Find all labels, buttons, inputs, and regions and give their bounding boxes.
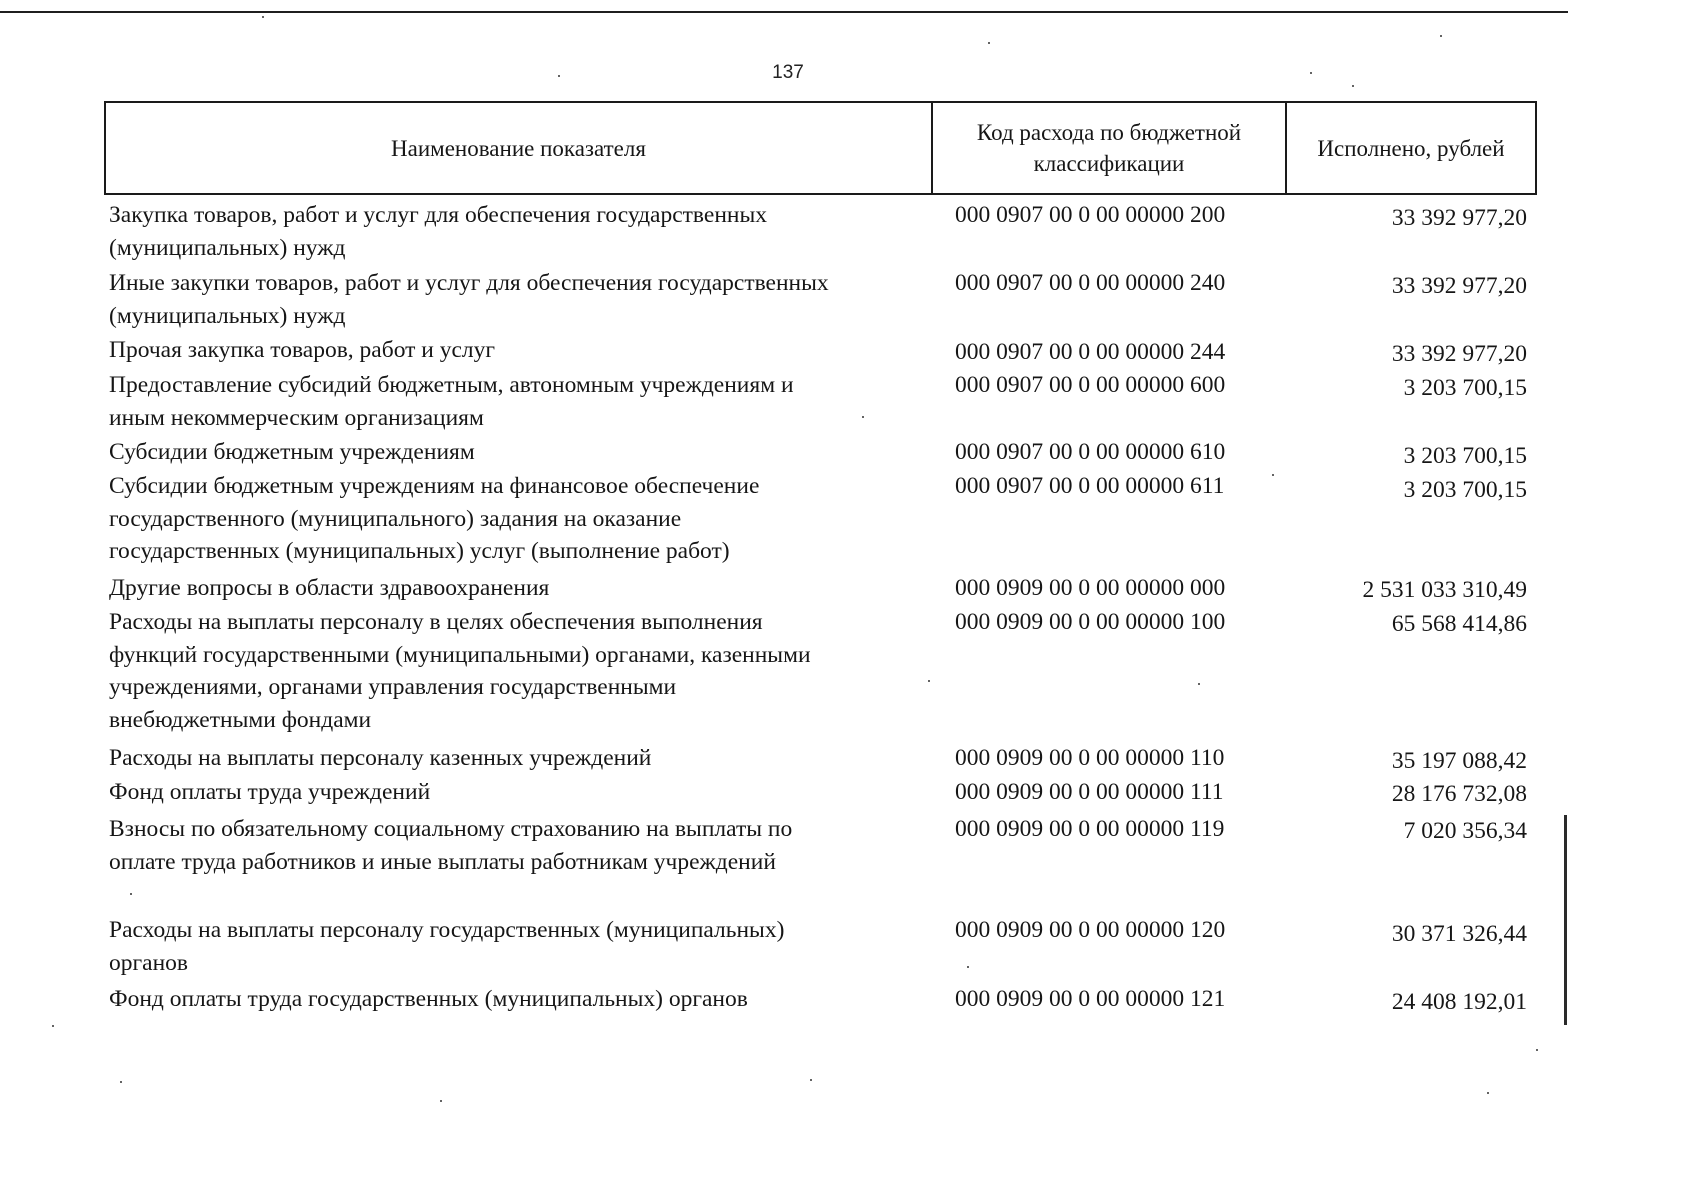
table-header <box>104 101 1537 195</box>
row-code: 000 0909 00 0 00 00000 119 <box>955 816 1225 842</box>
row-name: Расходы на выплаты персоналу государственных (муниципальных) органов <box>109 917 785 976</box>
row-code: 000 0907 00 0 00 00000 200 <box>955 202 1226 228</box>
scan-speck <box>967 966 969 968</box>
scan-speck <box>988 42 990 44</box>
row-amount: 30 371 326,44 <box>1391 921 1527 947</box>
scan-speck <box>1487 1092 1489 1094</box>
scan-speck <box>440 1100 442 1102</box>
row-amount: 7 020 356,34 <box>1403 818 1527 844</box>
row-amount: 28 176 732,08 <box>1391 781 1527 807</box>
row-code: 000 0909 00 0 00 00000 121 <box>955 986 1226 1012</box>
row-name: Фонд оплаты труда учреждений <box>109 779 431 805</box>
scan-speck <box>130 893 132 895</box>
row-name: Фонд оплаты труда государственных (муниципальных) органов <box>109 986 748 1012</box>
row-amount: 3 203 700,15 <box>1403 443 1527 469</box>
row-amount: 24 408 192,01 <box>1391 989 1527 1015</box>
row-code: 000 0907 00 0 00 00000 240 <box>955 270 1226 296</box>
scan-border-top <box>0 11 1568 13</box>
row-name: Закупка товаров, работ и услуг для обеспечения государственных (муниципальных) нужд <box>109 202 768 261</box>
row-amount: 33 392 977,20 <box>1391 341 1527 367</box>
row-name: Прочая закупка товаров, работ и услуг <box>109 337 496 363</box>
scan-speck <box>1198 683 1200 685</box>
header-name: Наименование показателя <box>105 102 932 194</box>
row-amount: 33 392 977,20 <box>1391 205 1527 231</box>
scan-speck <box>120 1081 122 1083</box>
row-amount: 65 568 414,86 <box>1391 611 1527 637</box>
row-name: Субсидии бюджетным учреждениям на финансовое обеспечение государственного (муниципального) задания на оказание государственных (муниципальных) услуг (выполнение работ) <box>109 473 760 564</box>
row-amount: 35 197 088,42 <box>1391 748 1527 774</box>
row-code: 000 0907 00 0 00 00000 244 <box>955 339 1226 365</box>
row-name: Другие вопросы в области здравоохранения <box>109 575 550 601</box>
header-amount: Исполнено, рублей <box>1286 102 1536 194</box>
scan-border-right <box>1564 815 1567 1025</box>
scan-speck <box>810 1079 812 1081</box>
row-code: 000 0909 00 0 00 00000 100 <box>955 609 1226 635</box>
scan-speck <box>1310 72 1312 74</box>
row-code: 000 0909 00 0 00 00000 000 <box>955 575 1226 601</box>
scan-speck <box>1440 35 1442 37</box>
row-code: 000 0907 00 0 00 00000 611 <box>955 473 1225 499</box>
row-amount: 3 203 700,15 <box>1403 375 1527 401</box>
row-name: Взносы по обязательному социальному страхованию на выплаты по оплате труда работников и иные выплаты работникам учреждений <box>109 816 793 875</box>
scan-speck <box>928 680 930 682</box>
row-amount: 3 203 700,15 <box>1403 477 1527 503</box>
scan-speck <box>1352 85 1354 87</box>
row-amount: 33 392 977,20 <box>1391 273 1527 299</box>
row-code: 000 0909 00 0 00 00000 110 <box>955 745 1225 771</box>
scan-speck <box>558 75 560 77</box>
row-name: Расходы на выплаты персоналу в целях обеспечения выполнения функций государственными (муниципальными) органами, казенными учреждениями, органами управления государственными внебюджетными фондами <box>109 609 811 733</box>
header-code: Код расхода по бюджетной классификации <box>932 102 1286 194</box>
scan-speck <box>262 16 264 18</box>
row-code: 000 0907 00 0 00 00000 600 <box>955 372 1226 398</box>
row-name: Предоставление субсидий бюджетным, автономным учреждениям и иным некоммерческим организациям <box>109 372 794 431</box>
row-amount: 2 531 033 310,49 <box>1362 577 1527 603</box>
page-number: 137 <box>772 62 804 83</box>
row-name: Расходы на выплаты персоналу казенных учреждений <box>109 745 652 771</box>
scan-speck <box>1536 1049 1538 1051</box>
scan-speck <box>52 1025 54 1027</box>
row-name: Иные закупки товаров, работ и услуг для обеспечения государственных (муниципальных) нужд <box>109 270 829 329</box>
row-code: 000 0909 00 0 00 00000 111 <box>955 779 1224 805</box>
row-name: Субсидии бюджетным учреждениям <box>109 439 475 465</box>
row-code: 000 0907 00 0 00 00000 610 <box>955 439 1226 465</box>
row-code: 000 0909 00 0 00 00000 120 <box>955 917 1226 943</box>
